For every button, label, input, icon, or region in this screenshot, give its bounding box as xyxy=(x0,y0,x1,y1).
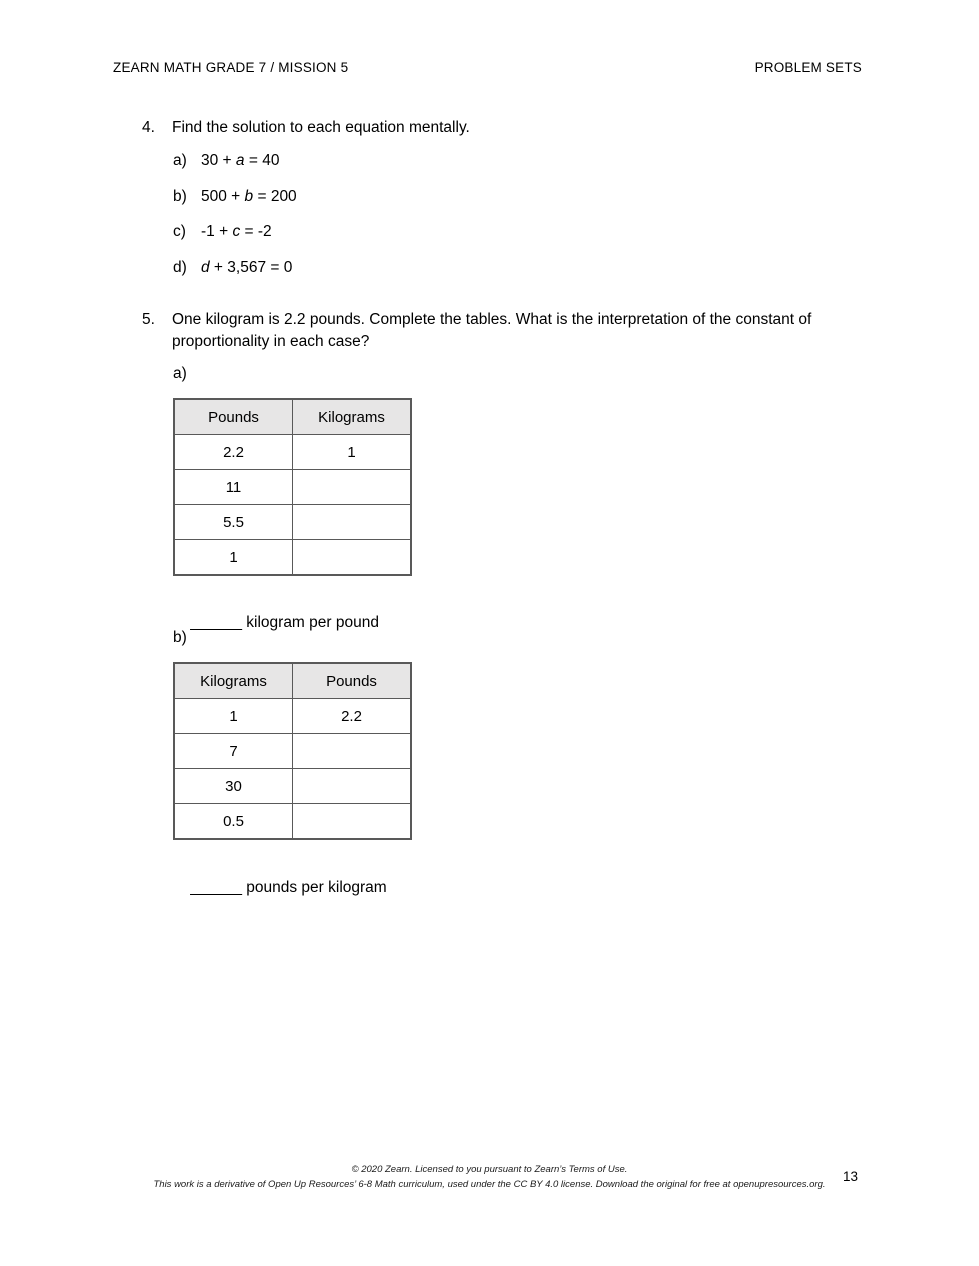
table-a-cell-r1c2: 1 xyxy=(293,435,412,470)
table-row xyxy=(174,699,411,734)
answer-blank-a-label: kilogram per pound xyxy=(241,614,379,631)
answer-blank-b-label: pounds per kilogram xyxy=(241,879,387,896)
table-a-cell-r1c1: 2.2 xyxy=(174,435,293,470)
table-b-cell-r4c1: 0.5 xyxy=(174,804,293,840)
equation-item-d xyxy=(173,258,292,277)
equation-d-variable: d xyxy=(201,259,210,276)
table-row xyxy=(174,540,411,576)
question-5-number: 5. xyxy=(142,311,155,328)
table-kilograms-to-pounds xyxy=(173,662,412,840)
table-row xyxy=(174,734,411,769)
item-b-label: b) xyxy=(173,188,187,205)
question-5 xyxy=(142,309,862,353)
page-header xyxy=(113,60,862,75)
question-4-prompt: Find the solution to each equation mentally. xyxy=(172,119,470,136)
table-row xyxy=(174,769,411,804)
table-b-header-row xyxy=(174,663,411,699)
table-a-cell-r3c2 xyxy=(293,505,412,540)
table-a-header-kilograms: Kilograms xyxy=(293,399,412,435)
header-right-title: PROBLEM SETS xyxy=(754,60,862,75)
table-a-cell-r4c2 xyxy=(293,540,412,576)
equation-d xyxy=(201,259,292,276)
page-footer xyxy=(0,1162,979,1192)
equation-item-b xyxy=(173,187,297,206)
question-4-number: 4. xyxy=(142,119,155,136)
table-a-cell-r4c1: 1 xyxy=(174,540,293,576)
question-5-prompt: One kilogram is 2.2 pounds. Complete the tables. What is the interpretation of the constant of proportionality in each case? xyxy=(172,311,812,350)
table-b-cell-r1c1: 1 xyxy=(174,699,293,734)
equation-a-post: = 40 xyxy=(244,152,280,169)
question-4 xyxy=(142,117,470,139)
equation-d-post: + 3,567 = 0 xyxy=(209,259,293,276)
table-row xyxy=(174,804,411,840)
table-b-cell-r3c1: 30 xyxy=(174,769,293,804)
item-d-label: d) xyxy=(173,259,187,276)
equation-c xyxy=(201,223,272,240)
answer-blank-a-line: ______ xyxy=(190,614,242,631)
part-b-label: b) xyxy=(173,629,187,646)
table-row xyxy=(174,505,411,540)
table-a-cell-r2c2 xyxy=(293,470,412,505)
equation-a xyxy=(201,152,279,169)
equation-c-variable: c xyxy=(232,223,241,240)
equation-a-variable: a xyxy=(235,152,245,169)
answer-blank-b-line: ______ xyxy=(190,879,242,896)
item-c-label: c) xyxy=(173,223,186,240)
table-row xyxy=(174,470,411,505)
page-number: 13 xyxy=(842,1169,858,1184)
equation-b-variable: b xyxy=(244,188,254,205)
table-b-header-pounds: Pounds xyxy=(293,663,412,699)
table-a-header-row xyxy=(174,399,411,435)
footer-license-line: This work is a derivative of Open Up Resources’ 6-8 Math curriculum, used under the CC BY 4.0 license. Download the original for free at openupresources.org. xyxy=(153,1179,826,1190)
equation-a-pre: 30 + xyxy=(201,152,236,169)
table-b-cell-r2c1: 7 xyxy=(174,734,293,769)
table-pounds-to-kilograms xyxy=(173,398,412,576)
equation-b-pre: 500 + xyxy=(201,188,245,205)
table-b-cell-r2c2 xyxy=(293,734,412,769)
answer-blank-a xyxy=(173,594,379,651)
equation-b xyxy=(201,188,297,205)
table-b-cell-r4c2 xyxy=(293,804,412,840)
equation-c-post: = -2 xyxy=(240,223,272,240)
item-a-label: a) xyxy=(173,152,187,169)
equation-item-a xyxy=(173,151,279,170)
answer-blank-b xyxy=(173,859,387,916)
equation-b-post: = 200 xyxy=(253,188,297,205)
part-a-label: a) xyxy=(173,365,187,382)
equation-item-c xyxy=(173,222,272,241)
table-a-header-pounds: Pounds xyxy=(174,399,293,435)
equation-c-pre: -1 + xyxy=(201,223,233,240)
footer-copyright-line: © 2020 Zearn. Licensed to you pursuant to Zearn’s Terms of Use. xyxy=(351,1164,628,1175)
header-left-title: ZEARN MATH GRADE 7 / MISSION 5 xyxy=(113,60,349,75)
table-b-cell-r1c2: 2.2 xyxy=(293,699,412,734)
table-a-cell-r3c1: 5.5 xyxy=(174,505,293,540)
table-a-cell-r2c1: 11 xyxy=(174,470,293,505)
table-b-header-kilograms: Kilograms xyxy=(174,663,293,699)
table-row xyxy=(174,435,411,470)
table-b-cell-r3c2 xyxy=(293,769,412,804)
